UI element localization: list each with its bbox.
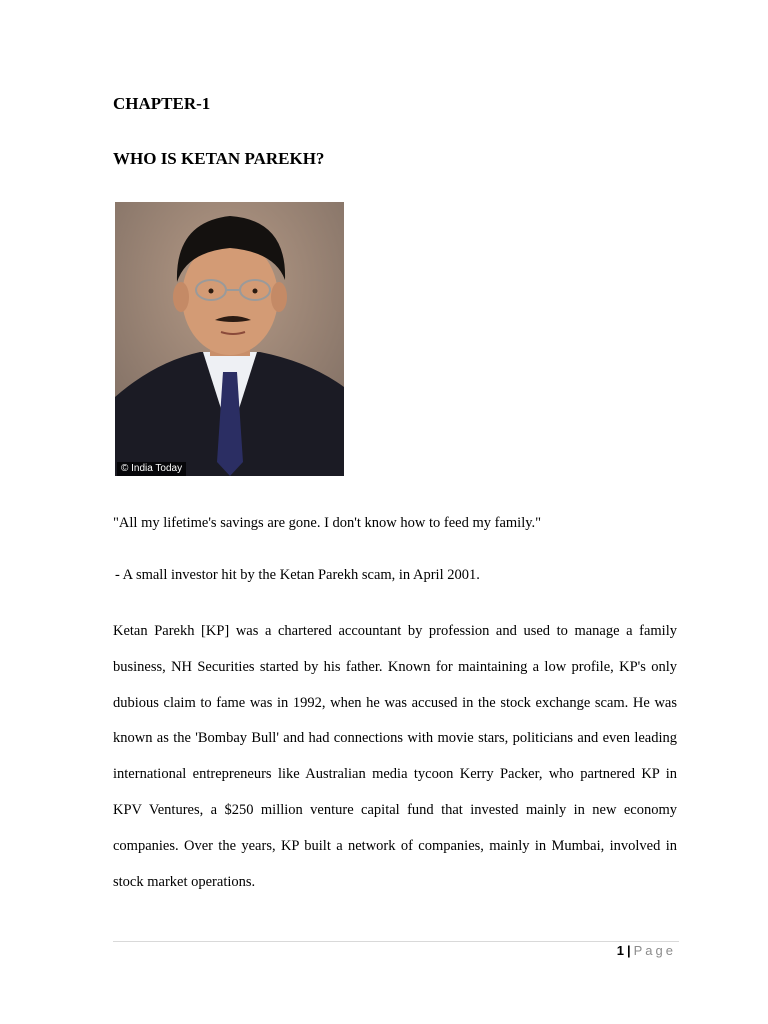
- page-footer: [617, 943, 676, 958]
- footer-separator: |: [626, 943, 631, 958]
- portrait-illustration: [115, 202, 344, 476]
- portrait-photo: [115, 202, 344, 476]
- page-label: Page: [633, 943, 676, 958]
- chapter-heading: CHAPTER-1: [113, 94, 211, 113]
- footer-divider: [113, 941, 679, 942]
- photo-credit: © India Today: [117, 462, 186, 476]
- quote-text: "All my lifetime's savings are gone. I don't know how to feed my family.": [113, 515, 542, 531]
- page-number: 1: [616, 943, 624, 958]
- quote-attribution: - A small investor hit by the Ketan Parekh scam, in April 2001.: [115, 567, 480, 583]
- body-paragraph: Ketan Parekh [KP] was a chartered accountant by profession and used to manage a family business, NH Securities started by his father. Known for maintaining a low profile, KP's only dubious claim to fame was in 1992, when he was accused in the stock exchange scam. He was known as the 'Bombay Bull' and had connections with movie stars, politicians and even leading international entrepreneurs like Australian media tycoon Kerry Packer, who partnered KP in KPV Ventures, a $250 million venture capital fund that invested mainly in new economy companies. Over the years, KP built a network of companies, mainly in Mumbai, involved in stock market operations.: [113, 623, 677, 890]
- chapter-title: WHO IS KETAN PAREKH?: [113, 149, 325, 168]
